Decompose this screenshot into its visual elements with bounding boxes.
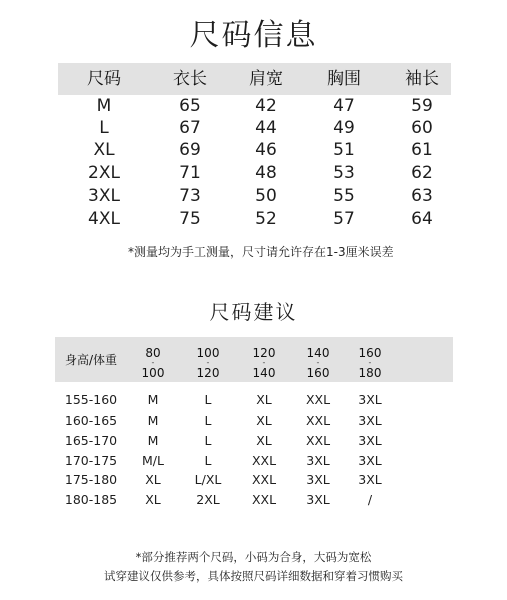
size-label: 2XL — [88, 163, 120, 183]
size-value: 50 — [255, 186, 277, 206]
size-table-header: 衣长 — [173, 69, 207, 89]
weight-range-bottom: 140 — [252, 366, 276, 380]
size-value: 63 — [411, 186, 433, 206]
size-table-header: 袖长 — [405, 69, 439, 89]
suggested-size: L — [204, 413, 212, 428]
suggested-size: XL — [256, 433, 272, 448]
weight-range-bottom: 160 — [306, 366, 330, 380]
height-range: 160-165 — [64, 413, 118, 428]
weight-range-sep: - — [262, 358, 266, 367]
suggestion-note-line2: 试穿建议仅供参考，具体按照尺码详细数据和穿着习惯购买 — [104, 569, 403, 583]
height-range: 180-185 — [64, 492, 118, 507]
suggested-size: 3XL — [306, 492, 330, 507]
suggested-size: 3XL — [358, 433, 382, 448]
suggested-size: L — [204, 433, 212, 448]
size-value: 55 — [333, 186, 355, 206]
size-value: 47 — [333, 96, 355, 116]
weight-range-top: 160 — [358, 346, 382, 360]
size-info-title: 尺码信息 — [189, 18, 318, 53]
suggestion-note-line1: *部分推荐两个尺码，小码为合身，大码为宽松 — [135, 550, 372, 564]
size-value: 51 — [333, 140, 355, 160]
measurement-note: *测量均为手工测量，尺寸请允许存在1-3厘米误差 — [128, 245, 394, 259]
height-range: 165-170 — [64, 433, 118, 448]
suggested-size: XXL — [305, 392, 331, 407]
suggested-size: M — [147, 392, 159, 407]
suggested-size: XXL — [305, 433, 331, 448]
suggested-size: 3XL — [358, 472, 382, 487]
size-value: 52 — [255, 209, 277, 229]
size-value: 61 — [411, 140, 433, 160]
weight-range-bottom: 100 — [141, 366, 165, 380]
suggested-size: XXL — [251, 472, 277, 487]
suggested-size: XL — [145, 492, 161, 507]
size-value: 46 — [255, 140, 277, 160]
size-table-header: 尺码 — [87, 69, 121, 89]
size-value: 48 — [255, 163, 277, 183]
size-label: 3XL — [88, 186, 120, 206]
size-label: M — [96, 96, 112, 116]
suggested-size: L — [204, 453, 212, 468]
size-value: 67 — [179, 118, 201, 138]
size-value: 69 — [179, 140, 201, 160]
weight-range-bottom: 120 — [196, 366, 220, 380]
suggested-size: XL — [256, 413, 272, 428]
weight-range-top: 100 — [196, 346, 220, 360]
size-value: 71 — [179, 163, 201, 183]
size-value: 44 — [255, 118, 277, 138]
size-value: 59 — [411, 96, 433, 116]
height-range: 155-160 — [64, 392, 118, 407]
height-range: 175-180 — [64, 472, 118, 487]
suggested-size: L — [204, 392, 212, 407]
size-table-header: 肩宽 — [249, 69, 283, 89]
suggested-size: XXL — [251, 453, 277, 468]
weight-range-bottom: 180 — [358, 366, 382, 380]
suggested-size: XL — [256, 392, 272, 407]
size-value: 62 — [411, 163, 433, 183]
suggested-size: M — [147, 433, 159, 448]
size-value: 42 — [255, 96, 277, 116]
size-value: 57 — [333, 209, 355, 229]
size-value: 73 — [179, 186, 201, 206]
size-value: 64 — [411, 209, 433, 229]
weight-range-sep: - — [151, 358, 155, 367]
suggested-size: 3XL — [358, 392, 382, 407]
size-label: 4XL — [88, 209, 120, 229]
size-value: 65 — [179, 96, 201, 116]
size-label: L — [99, 118, 109, 138]
suggested-size: XL — [145, 472, 161, 487]
suggested-size: M — [147, 413, 159, 428]
size-suggestion-title: 尺码建议 — [209, 300, 298, 324]
weight-range-top: 120 — [252, 346, 276, 360]
suggested-size: 3XL — [358, 413, 382, 428]
size-value: 53 — [333, 163, 355, 183]
suggested-size: 3XL — [358, 453, 382, 468]
height-range: 170-175 — [64, 453, 118, 468]
suggested-size: XXL — [251, 492, 277, 507]
weight-range-sep: - — [316, 358, 320, 367]
suggested-size: XXL — [305, 413, 331, 428]
suggested-size: 3XL — [306, 453, 330, 468]
suggested-size: / — [367, 492, 373, 507]
suggested-size: 2XL — [196, 492, 220, 507]
weight-range-sep: - — [206, 358, 210, 367]
suggested-size: 3XL — [306, 472, 330, 487]
suggested-size: M/L — [142, 453, 164, 468]
size-table-header: 胸围 — [327, 69, 361, 89]
size-value: 60 — [411, 118, 433, 138]
weight-range-sep: - — [368, 358, 372, 367]
size-value: 49 — [333, 118, 355, 138]
weight-range-top: 140 — [306, 346, 330, 360]
suggested-size: L/XL — [194, 472, 222, 487]
weight-range-top: 80 — [145, 346, 161, 360]
corner-header: 身高/体重 — [64, 353, 118, 367]
size-label: XL — [93, 140, 115, 160]
size-value: 75 — [179, 209, 201, 229]
